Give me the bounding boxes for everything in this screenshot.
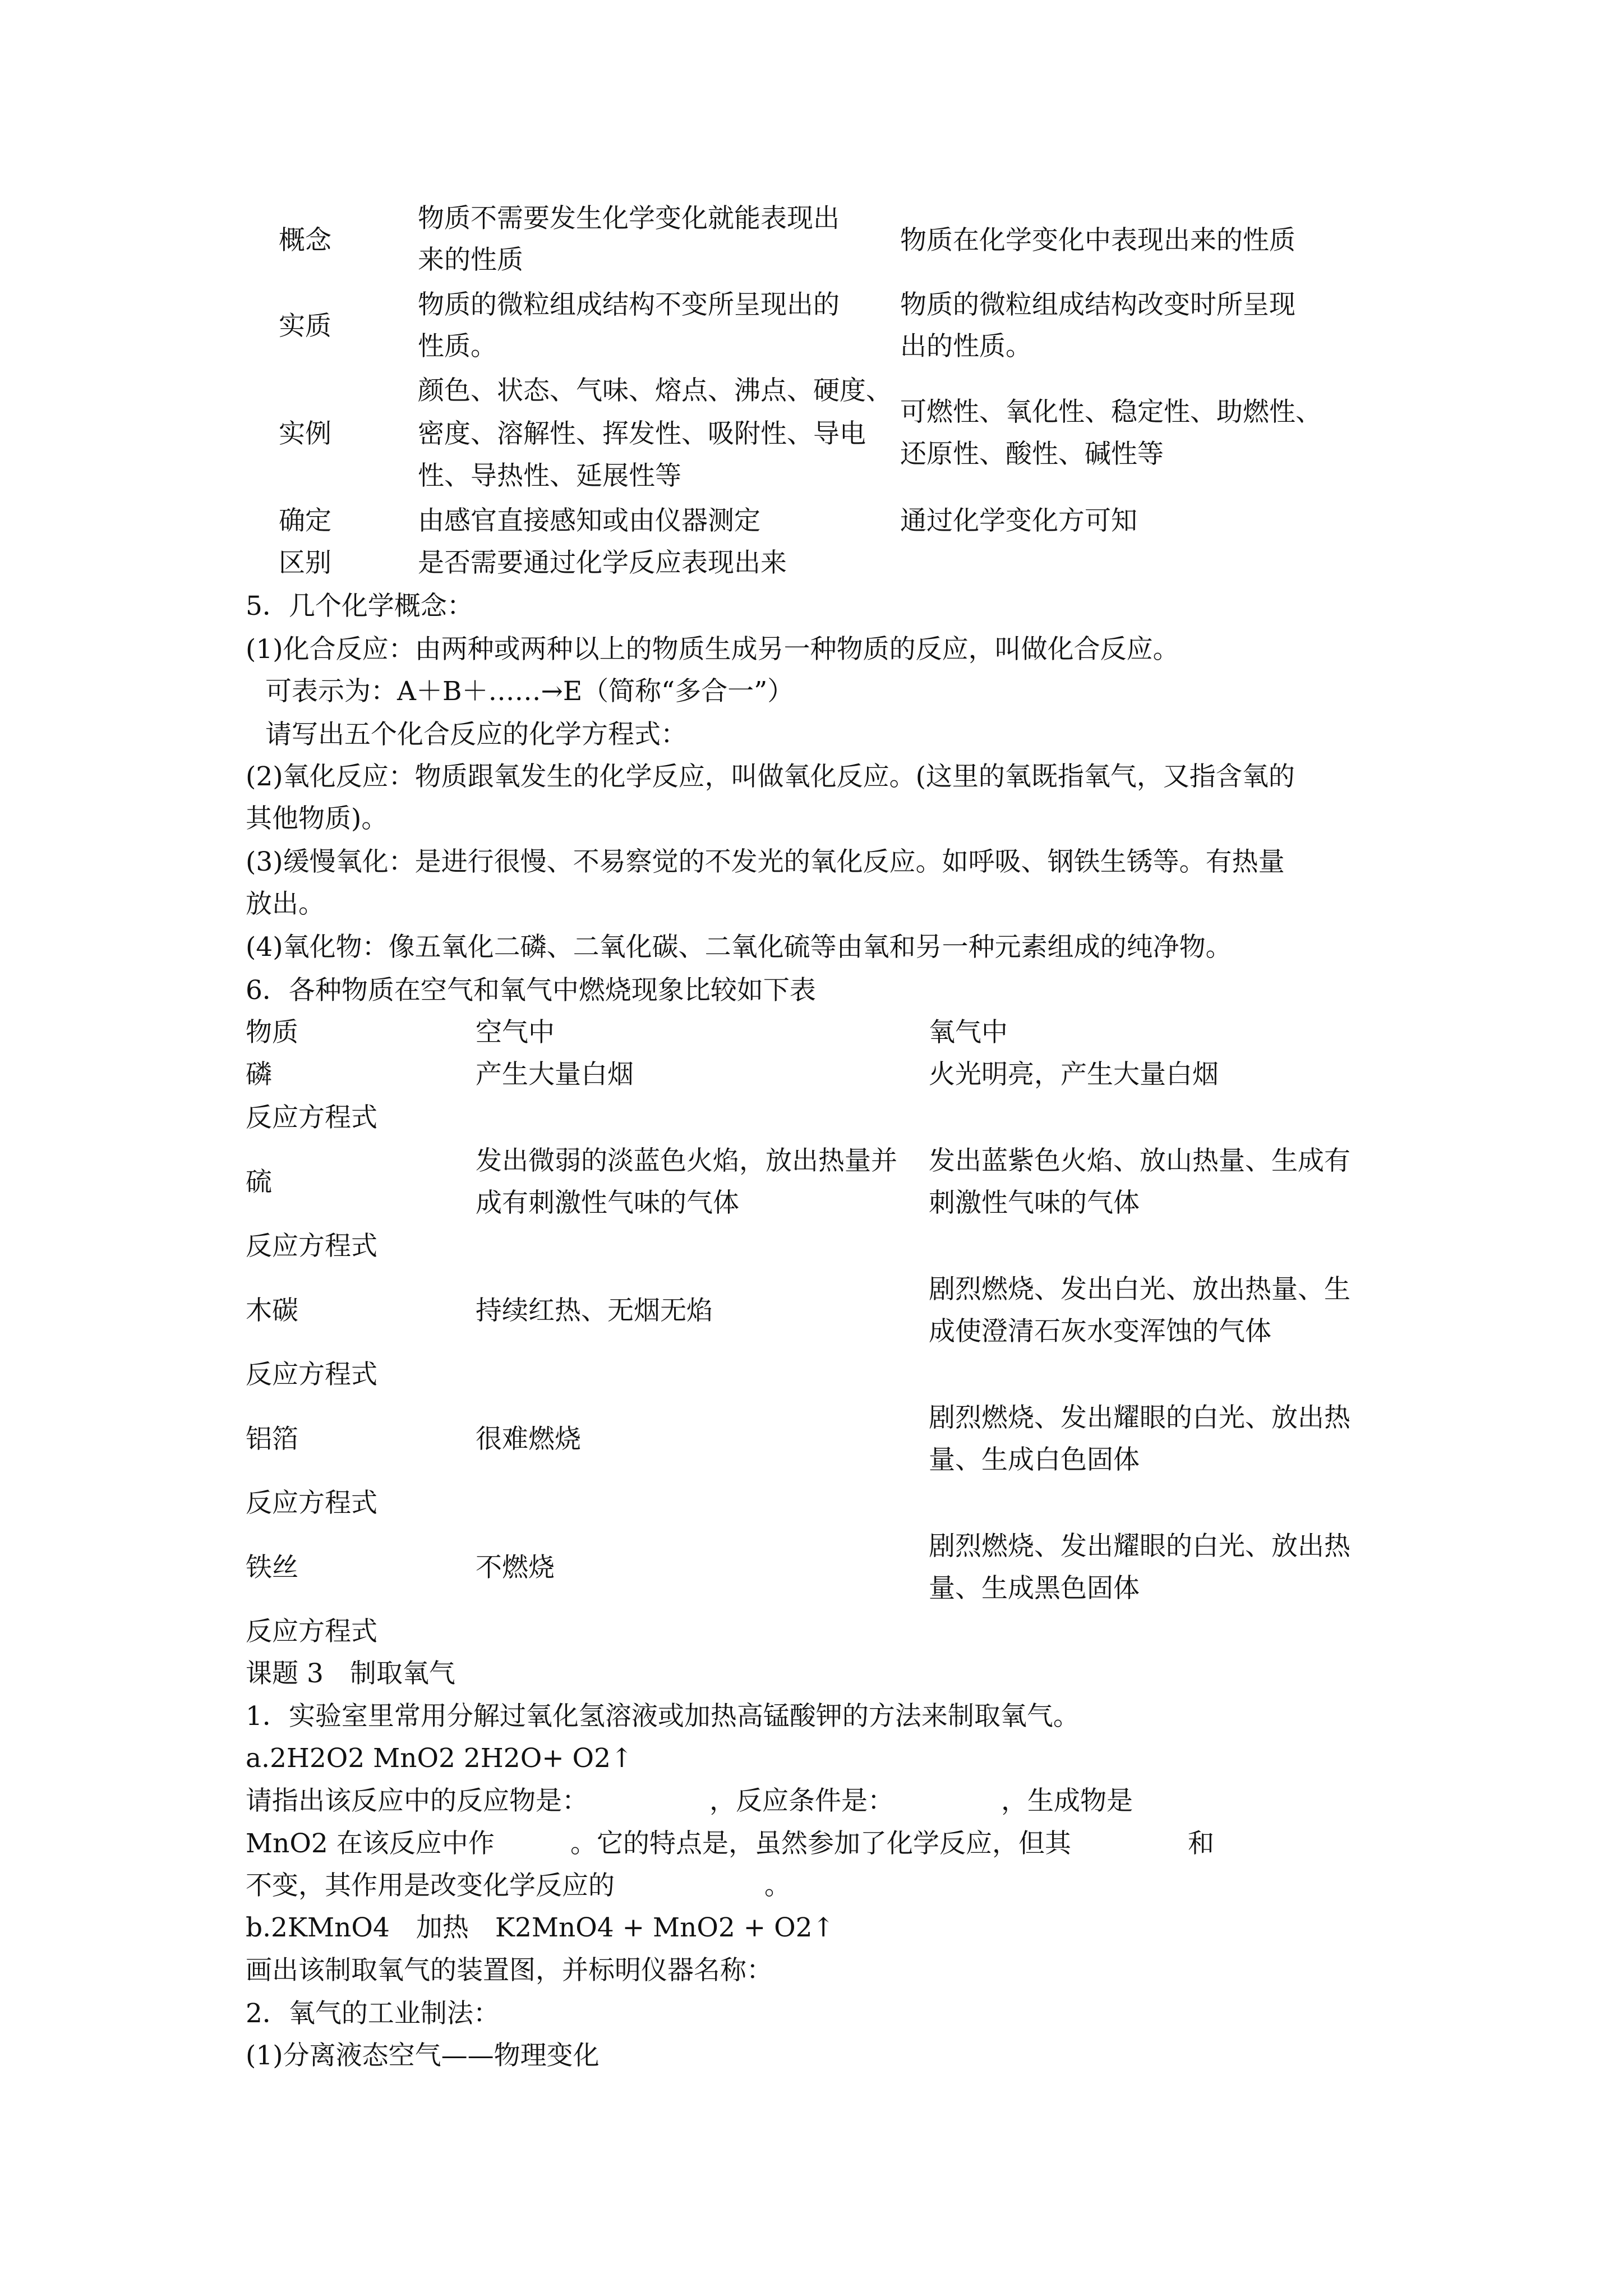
draw-apparatus-task: 画出该制取氧气的装置图，并标明仪器名称： [246, 1955, 773, 1986]
sulfur-air-line2: 成有刺激性气味的气体 [476, 1188, 739, 1218]
aluminum-air: 很难燃烧 [476, 1424, 581, 1455]
chemical-essence-line2: 出的性质。 [900, 331, 1032, 362]
equation-label: 反应方程式 [246, 1488, 377, 1519]
sulfur-oxygen-line2: 刺激性气味的气体 [929, 1188, 1140, 1218]
row-label-concept: 概念 [279, 225, 331, 256]
question-catalyst-effect: 不变，其作用是改变化学反应的 [246, 1870, 615, 1901]
phosphorus-oxygen: 火光明亮，产生大量白烟 [929, 1059, 1219, 1090]
row-label-essence: 实质 [279, 311, 331, 342]
equation-a: a.2H2O2 MnO2 2H2O+ O2↑ [246, 1743, 633, 1774]
question-condition: ，反应条件是： [709, 1786, 894, 1816]
chemical-determine: 通过化学变化方可知 [900, 505, 1137, 536]
industrial-method-heading: 2．氧气的工业制法： [246, 1998, 500, 2029]
topic-3-title: 课题 3 制取氧气 [246, 1658, 455, 1689]
physical-concept-line2: 来的性质 [418, 245, 523, 275]
oxidation-reaction-line1: (2)氧化反应：物质跟氧发生的化学反应，叫做氧化反应。(这里的氧既指氧气，又指含氧的 [246, 761, 1295, 792]
charcoal-oxygen-line2: 成使澄清石灰水变浑蚀的气体 [929, 1316, 1271, 1347]
section-6-heading: 6．各种物质在空气和氧气中燃烧现象比较如下表 [246, 975, 816, 1006]
aluminum-oxygen-line2: 量、生成白色固体 [929, 1444, 1140, 1475]
phosphorus-air: 产生大量白烟 [476, 1059, 634, 1090]
equation-label: 反应方程式 [246, 1359, 377, 1390]
lab-method-text: 1．实验室里常用分解过氧化氢溶液或加热高锰酸钾的方法来制取氧气。 [246, 1701, 1080, 1732]
row-label-determine: 确定 [279, 505, 331, 536]
slow-oxidation-line2: 放出。 [246, 889, 325, 919]
col-header-air: 空气中 [476, 1017, 555, 1048]
oxidation-reaction-line2: 其他物质)。 [246, 803, 388, 834]
charcoal-oxygen-line1: 剧烈燃烧、发出白光、放出热量、生 [929, 1274, 1350, 1305]
equation-label: 反应方程式 [246, 1231, 377, 1262]
oxide-definition: (4)氧化物：像五氧化二磷、二氧化碳、二氧化硫等由氧和另一种元素组成的纯净物。 [246, 932, 1232, 963]
iron-oxygen-line1: 剧烈燃烧、发出耀眼的白光、放出热 [929, 1531, 1350, 1562]
substance-phosphorus: 磷 [246, 1059, 272, 1090]
physical-examples-line1: 颜色、状态、气味、熔点、沸点、硬度、 [418, 375, 892, 406]
equation-label: 反应方程式 [246, 1102, 377, 1133]
industrial-method-1: (1)分离液态空气——物理变化 [246, 2040, 600, 2071]
substance-charcoal: 木碳 [246, 1295, 298, 1326]
question-catalyst-role: MnO2 在该反应中作 [246, 1828, 495, 1859]
chemical-examples-line1: 可燃性、氧化性、稳定性、助燃性、 [900, 397, 1322, 427]
slow-oxidation-line1: (3)缓慢氧化：是进行很慢、不易察觉的不发光的氧化反应。如呼吸、钢铁生锈等。有热量 [246, 846, 1285, 877]
chemical-examples-line2: 还原性、酸性、碱性等 [900, 439, 1164, 470]
col-header-oxygen: 氧气中 [929, 1017, 1008, 1048]
chemical-concept-line1: 物质在化学变化中表现出来的性质 [900, 225, 1295, 256]
question-product: ，生成物是 [1001, 1786, 1133, 1816]
chemical-essence-line1: 物质的微粒组成结构改变时所呈现 [900, 289, 1295, 320]
difference-text: 是否需要通过化学反应表现出来 [418, 547, 787, 578]
question-catalyst-and: 和 [1188, 1828, 1214, 1859]
combination-reaction-formula: 可表示为：A＋B＋……→E（简称“多合一”） [265, 676, 794, 707]
iron-oxygen-line2: 量、生成黑色固体 [929, 1573, 1140, 1604]
substance-iron-wire: 铁丝 [246, 1552, 298, 1583]
physical-concept-line1: 物质不需要发生化学变化就能表现出 [418, 203, 840, 234]
equation-b: b.2KMnO4 加热 K2MnO4 + MnO2 + O2↑ [246, 1912, 834, 1943]
question-catalyst-end: 。 [764, 1870, 791, 1901]
physical-examples-line3: 性、导热性、延展性等 [418, 461, 681, 491]
section-5-heading: 5．几个化学概念： [246, 591, 473, 622]
combination-reaction-task: 请写出五个化合反应的化学方程式： [265, 719, 687, 750]
substance-aluminum-foil: 铝箔 [246, 1424, 298, 1455]
row-label-examples: 实例 [279, 418, 331, 449]
substance-sulfur: 硫 [246, 1167, 272, 1198]
physical-examples-line2: 密度、溶解性、挥发性、吸附性、导电 [418, 418, 866, 449]
charcoal-air: 持续红热、无烟无焰 [476, 1295, 713, 1326]
aluminum-oxygen-line1: 剧烈燃烧、发出耀眼的白光、放出热 [929, 1402, 1350, 1433]
question-reactant: 请指出该反应中的反应物是： [246, 1786, 588, 1816]
physical-determine: 由感官直接感知或由仪器测定 [418, 505, 760, 536]
sulfur-oxygen-line1: 发出蓝紫色火焰、放山热量、生成有 [929, 1145, 1350, 1176]
col-header-substance: 物质 [246, 1017, 298, 1048]
row-label-difference: 区别 [279, 547, 331, 578]
combination-reaction-definition: (1)化合反应：由两种或两种以上的物质生成另一种物质的反应，叫做化合反应。 [246, 634, 1179, 665]
physical-essence-line2: 性质。 [418, 331, 497, 362]
physical-essence-line1: 物质的微粒组成结构不变所呈现出的 [418, 289, 840, 320]
question-catalyst-feature: 。它的特点是，虽然参加了化学反应，但其 [570, 1828, 1071, 1859]
iron-air: 不燃烧 [476, 1552, 555, 1583]
equation-label: 反应方程式 [246, 1616, 377, 1647]
sulfur-air-line1: 发出微弱的淡蓝色火焰，放出热量并 [476, 1145, 897, 1176]
